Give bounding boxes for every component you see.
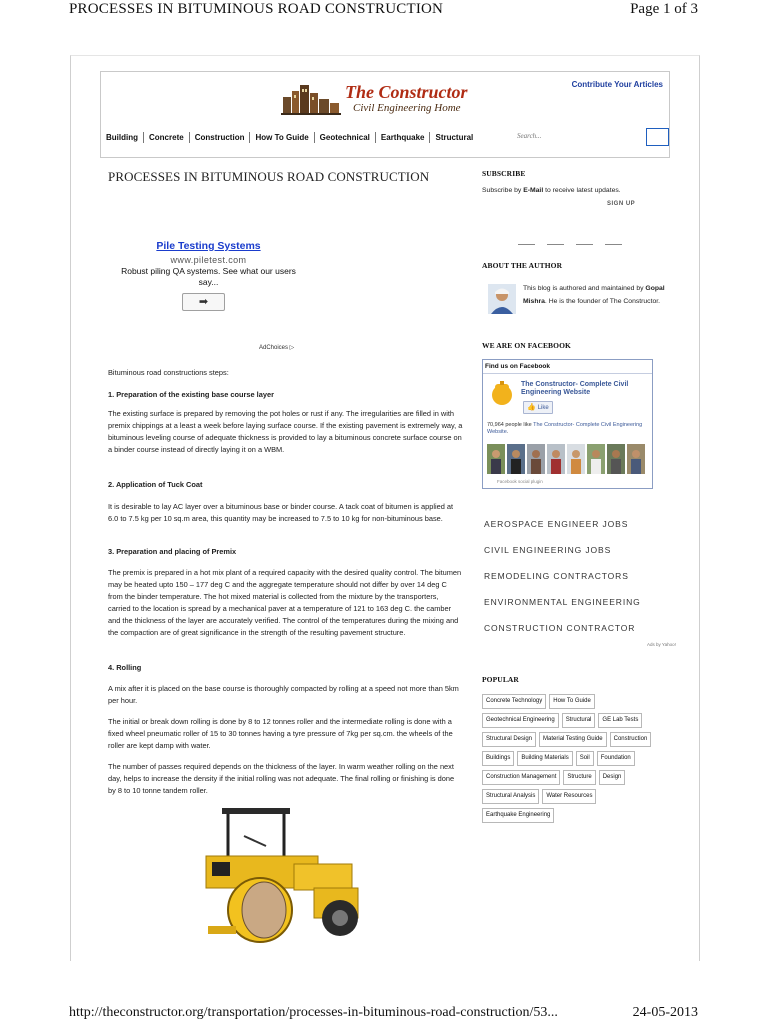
logo-title: The Constructor	[345, 82, 468, 102]
adchoices-label[interactable]: AdChoices ▷	[259, 345, 295, 351]
fan-avatar[interactable]	[587, 444, 605, 474]
fan-avatar[interactable]	[607, 444, 625, 474]
site-logo[interactable]	[281, 80, 491, 118]
author-pre: This blog is authored and maintained by	[523, 285, 646, 292]
tag-link[interactable]: How To Guide	[549, 694, 595, 709]
nav-geotechnical[interactable]: Geotechnical	[315, 132, 376, 143]
ad-link[interactable]: ENVIRONMENTAL ENGINEERING	[484, 597, 641, 607]
ad-title[interactable]: Pile Testing Systems	[156, 240, 261, 252]
section-1-body	[108, 408, 463, 456]
tag-link[interactable]: Design	[599, 770, 626, 785]
fb-like-label: Like	[537, 405, 549, 411]
tag-link[interactable]: Structural Analysis	[482, 789, 539, 804]
print-footer-date: 24-05-2013	[632, 1005, 698, 1020]
intro-paragraph: Bituminous road constructions steps:	[108, 368, 229, 377]
tag-link[interactable]: Construction	[610, 732, 652, 747]
fb-like-button[interactable]	[523, 401, 553, 414]
text-ad[interactable]	[116, 240, 301, 308]
author-avatar	[488, 284, 516, 314]
fan-avatar[interactable]	[627, 444, 645, 474]
print-header-title: PROCESSES IN BITUMINOUS ROAD CONSTRUCTION	[69, 1, 444, 17]
section-2	[108, 479, 463, 491]
yahoo-ad-links	[484, 519, 668, 649]
fb-page-name[interactable]: The Constructor- Complete Civil Engineering Website	[521, 381, 629, 396]
print-footer	[0, 1002, 768, 1024]
section-heading: 4. Rolling	[108, 663, 142, 672]
popular-tags	[482, 694, 668, 823]
nav-how-to-guide[interactable]: How To Guide	[250, 132, 314, 143]
fb-like-count	[487, 422, 647, 436]
tag-link[interactable]: Structural Design	[482, 732, 536, 747]
tag-link[interactable]: Geotechnical Engineering	[482, 713, 559, 728]
section-heading: 1. Preparation of the existing base course layer	[108, 390, 274, 399]
search-input[interactable]	[515, 128, 629, 144]
about-author-heading-wrap	[482, 261, 668, 270]
facebook-heading-wrap	[482, 341, 668, 350]
fb-count-post: .	[506, 429, 509, 435]
fan-avatar[interactable]	[547, 444, 565, 474]
subscribe-widget	[482, 169, 668, 197]
signup-button[interactable]: SIGN UP	[607, 201, 636, 207]
facebook-heading: WE ARE ON FACEBOOK	[482, 341, 571, 350]
subscribe-heading: SUBSCRIBE	[482, 169, 526, 178]
section-4-body-2	[108, 716, 463, 752]
tag-link[interactable]: Earthquake Engineering	[482, 808, 554, 823]
fan-avatar[interactable]	[507, 444, 525, 474]
section-4	[108, 662, 463, 674]
print-footer-url: http://theconstructor.org/transportation/processes-in-bituminous-road-construction/53...	[69, 1005, 558, 1020]
tag-link[interactable]: Buildings	[482, 751, 514, 766]
section-2-body	[108, 501, 463, 525]
author-bio	[523, 283, 668, 308]
subscribe-pre: Subscribe by	[482, 187, 524, 194]
tag-link[interactable]: Concrete Technology	[482, 694, 546, 709]
fb-plugin-label[interactable]: Facebook social plugin	[497, 479, 543, 484]
paragraph: The premix is prepared in a hot mix plant of a required capacity with the desired quality control. The bitumen may be heated upto 150 – 177 deg C and the aggregate temperature should not differ by over 14 deg C from the binder temperature. The hot mixed material is collected from the mixture by the transporters, carried to the location is spread by a mechanical paver at a temperature of 121 to 163 deg C. the camber and the thickness of the layer are accurately verified. The control of the temperatures during the mixing and the compaction are of great significance in the strength of the resulting pavement structure.	[108, 568, 462, 637]
fb-find-us: Find us on Facebook	[485, 363, 551, 370]
tag-link[interactable]: Building Materials	[517, 751, 572, 766]
section-heading: 3. Preparation and placing of Premix	[108, 547, 237, 556]
web-page	[70, 55, 700, 961]
site-header	[100, 71, 670, 158]
print-header	[0, 0, 768, 22]
tag-link[interactable]: Soil	[576, 751, 594, 766]
paragraph: The number of passes required depends on the thickness of the layer. In warm weather rolling on the next day, helps to increase the density if the initial rolling was not adequate. The final rolling or finishing is done by 8 to 10 tonne tandem roller.	[108, 762, 455, 795]
intro-text	[108, 367, 463, 379]
fan-avatar[interactable]	[487, 444, 505, 474]
paragraph: It is desirable to lay AC layer over a bituminous base or binder course. A tack coat of bitumen is applied at 6.0 to 7.5 kg per 10 sq.m area, this quantity may be increased to 7.5 to 10 kg for non-bituminous base.	[108, 502, 454, 523]
nav-concrete[interactable]: Concrete	[144, 132, 190, 143]
tag-link[interactable]: Structure	[563, 770, 595, 785]
road-roller-image	[194, 806, 376, 948]
nav-earthquake[interactable]: Earthquake	[376, 132, 431, 143]
about-author-heading: ABOUT THE AUTHOR	[482, 261, 563, 270]
ad-link[interactable]: AEROSPACE ENGINEER JOBS	[484, 519, 629, 529]
ad-link[interactable]: CIVIL ENGINEERING JOBS	[484, 545, 612, 555]
paragraph: The existing surface is prepared by removing the pot holes or rust if any. The irregularities are filled in with premix chippings at a least a week before laying surface course. If the existing pavement is extremely way, a bituminous leveling course of adequate thickness is provided to lay a bituminous concrete surface course on a binder course instead of directly laying it on a WBM.	[108, 409, 463, 454]
ads-by-yahoo[interactable]: Ads by Yahoo!	[647, 642, 676, 647]
fb-faces	[487, 444, 645, 474]
page-number: Page 1 of 3	[630, 1, 698, 17]
logo-subtitle: Civil Engineering Home	[353, 102, 461, 114]
search-button[interactable]	[646, 128, 669, 146]
fan-avatar[interactable]	[567, 444, 585, 474]
paragraph: A mix after it is placed on the base course is thoroughly compacted by rolling at a speed not more than 5km per hour.	[108, 684, 459, 705]
section-3-body	[108, 567, 463, 639]
section-1	[108, 389, 463, 401]
section-3	[108, 546, 463, 558]
buildings-icon	[281, 83, 341, 115]
nav-structural[interactable]: Structural	[435, 133, 474, 142]
facebook-likebox	[482, 359, 653, 489]
author-post: . He is the founder of The Constructor.	[544, 297, 661, 305]
constructor-fb-logo-icon[interactable]	[487, 378, 517, 408]
section-heading: 2. Application of Tuck Coat	[108, 480, 203, 489]
ad-link[interactable]: CONSTRUCTION CONTRACTOR	[484, 623, 636, 633]
thumbs-up-icon: 👍	[527, 404, 537, 411]
article-title: PROCESSES IN BITUMINOUS ROAD CONSTRUCTION	[108, 169, 430, 184]
ad-url: www.piletest.com	[170, 255, 247, 265]
ad-arrow-button[interactable]: ➡	[182, 293, 225, 311]
section-4-body-3	[108, 761, 463, 797]
nav-building[interactable]: Building	[106, 132, 144, 143]
ad-link[interactable]: REMODELING CONTRACTORS	[484, 571, 629, 581]
contribute-link[interactable]: Contribute Your Articles	[571, 80, 663, 89]
tag-link[interactable]: Foundation	[597, 751, 635, 766]
paragraph: The initial or break down rolling is done by 8 to 12 tonnes roller and the intermediate rolling is done with a fixed wheel pneumatic roller of 15 to 30 tonnes having a tyre pressure of 7kg per sq.cm. the wheels of the roller are kept damp with water.	[108, 717, 453, 750]
popular-heading: POPULAR	[482, 675, 519, 684]
fb-count-link[interactable]: The Constructor- Complete Civil Engineering Website	[487, 422, 643, 435]
fb-count-pre: 70,964 people like	[487, 422, 534, 428]
section-4-body-1	[108, 683, 463, 707]
tag-link[interactable]: Construction Management	[482, 770, 560, 785]
main-nav	[106, 132, 478, 143]
tag-link[interactable]: Material Testing Guide	[539, 732, 607, 747]
subscribe-text	[482, 185, 668, 197]
tag-link[interactable]: Structural	[562, 713, 596, 728]
author-name: Gopal Mishra	[523, 285, 665, 305]
tag-link[interactable]: Water Resources	[542, 789, 596, 804]
popular-heading-wrap	[482, 675, 668, 684]
tag-link[interactable]: GE Lab Tests	[598, 713, 642, 728]
loading-dashes	[518, 244, 628, 246]
fan-avatar[interactable]	[527, 444, 545, 474]
subscribe-post: to receive latest updates.	[543, 187, 621, 194]
nav-construction[interactable]: Construction	[190, 132, 251, 143]
ad-description: Robust piling QA systems. See what our users say...	[121, 266, 296, 287]
email-link[interactable]: E-Mail	[523, 187, 544, 194]
